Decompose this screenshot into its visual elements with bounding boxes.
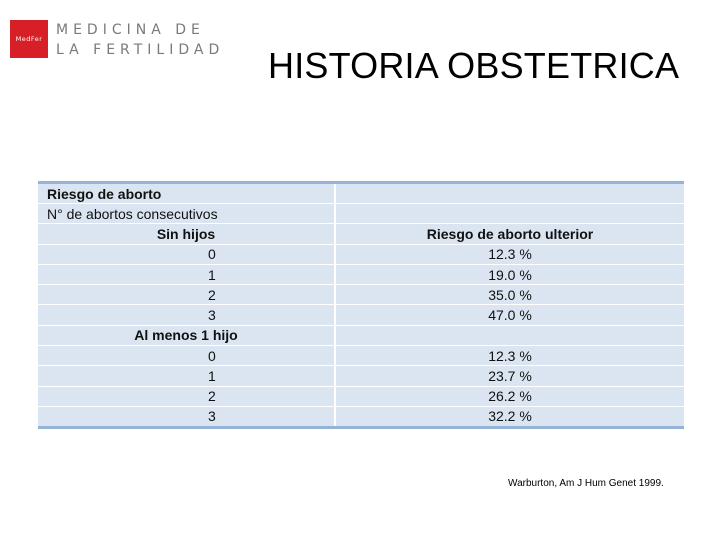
logo-mark: MedFer	[10, 20, 48, 58]
citation: Warburton, Am J Hum Genet 1999.	[508, 478, 664, 489]
abortion-count: 0	[38, 346, 336, 365]
abortion-count: 0	[38, 245, 336, 264]
logo	[10, 20, 224, 60]
table-row	[38, 224, 684, 244]
risk-value: 12.3 %	[336, 245, 684, 264]
risk-value: 47.0 %	[336, 305, 684, 324]
table-row	[38, 326, 684, 346]
risk-table	[38, 181, 684, 429]
logo-text	[56, 20, 224, 60]
logo-line-1: MEDICINA DE	[56, 22, 205, 38]
risk-value: 32.2 %	[336, 407, 684, 426]
abortion-count: 1	[38, 265, 336, 284]
section-label-sin-hijos: Sin hijos	[38, 224, 336, 243]
column-header-risk: Riesgo de aborto ulterior	[336, 224, 684, 243]
table-row	[38, 407, 684, 429]
risk-value: 12.3 %	[336, 346, 684, 365]
table-row	[38, 305, 684, 325]
table-row	[38, 265, 684, 285]
logo-line-2: LA FERTILIDAD	[56, 42, 225, 58]
abortion-count: 2	[38, 285, 336, 304]
risk-value: 35.0 %	[336, 285, 684, 304]
table-header-row	[38, 181, 684, 204]
risk-value: 23.7 %	[336, 366, 684, 385]
table-cell	[336, 204, 684, 223]
table-cell	[336, 326, 684, 345]
abortion-count: 3	[38, 407, 336, 426]
table-row	[38, 245, 684, 265]
table-row	[38, 346, 684, 366]
table-row	[38, 366, 684, 386]
table-cell	[336, 184, 684, 203]
abortion-count: 3	[38, 305, 336, 324]
table-row	[38, 204, 684, 224]
abortion-count: 1	[38, 366, 336, 385]
table-row	[38, 285, 684, 305]
risk-value: 19.0 %	[336, 265, 684, 284]
slide-title: HISTORIA OBSTETRICA	[268, 45, 680, 86]
subheader-label: N° de abortos consecutivos	[38, 204, 336, 223]
table-row	[38, 387, 684, 407]
risk-value: 26.2 %	[336, 387, 684, 406]
abortion-count: 2	[38, 387, 336, 406]
section-label-al-menos-1-hijo: Al menos 1 hijo	[38, 326, 336, 345]
table-header-label: Riesgo de aborto	[38, 184, 336, 203]
